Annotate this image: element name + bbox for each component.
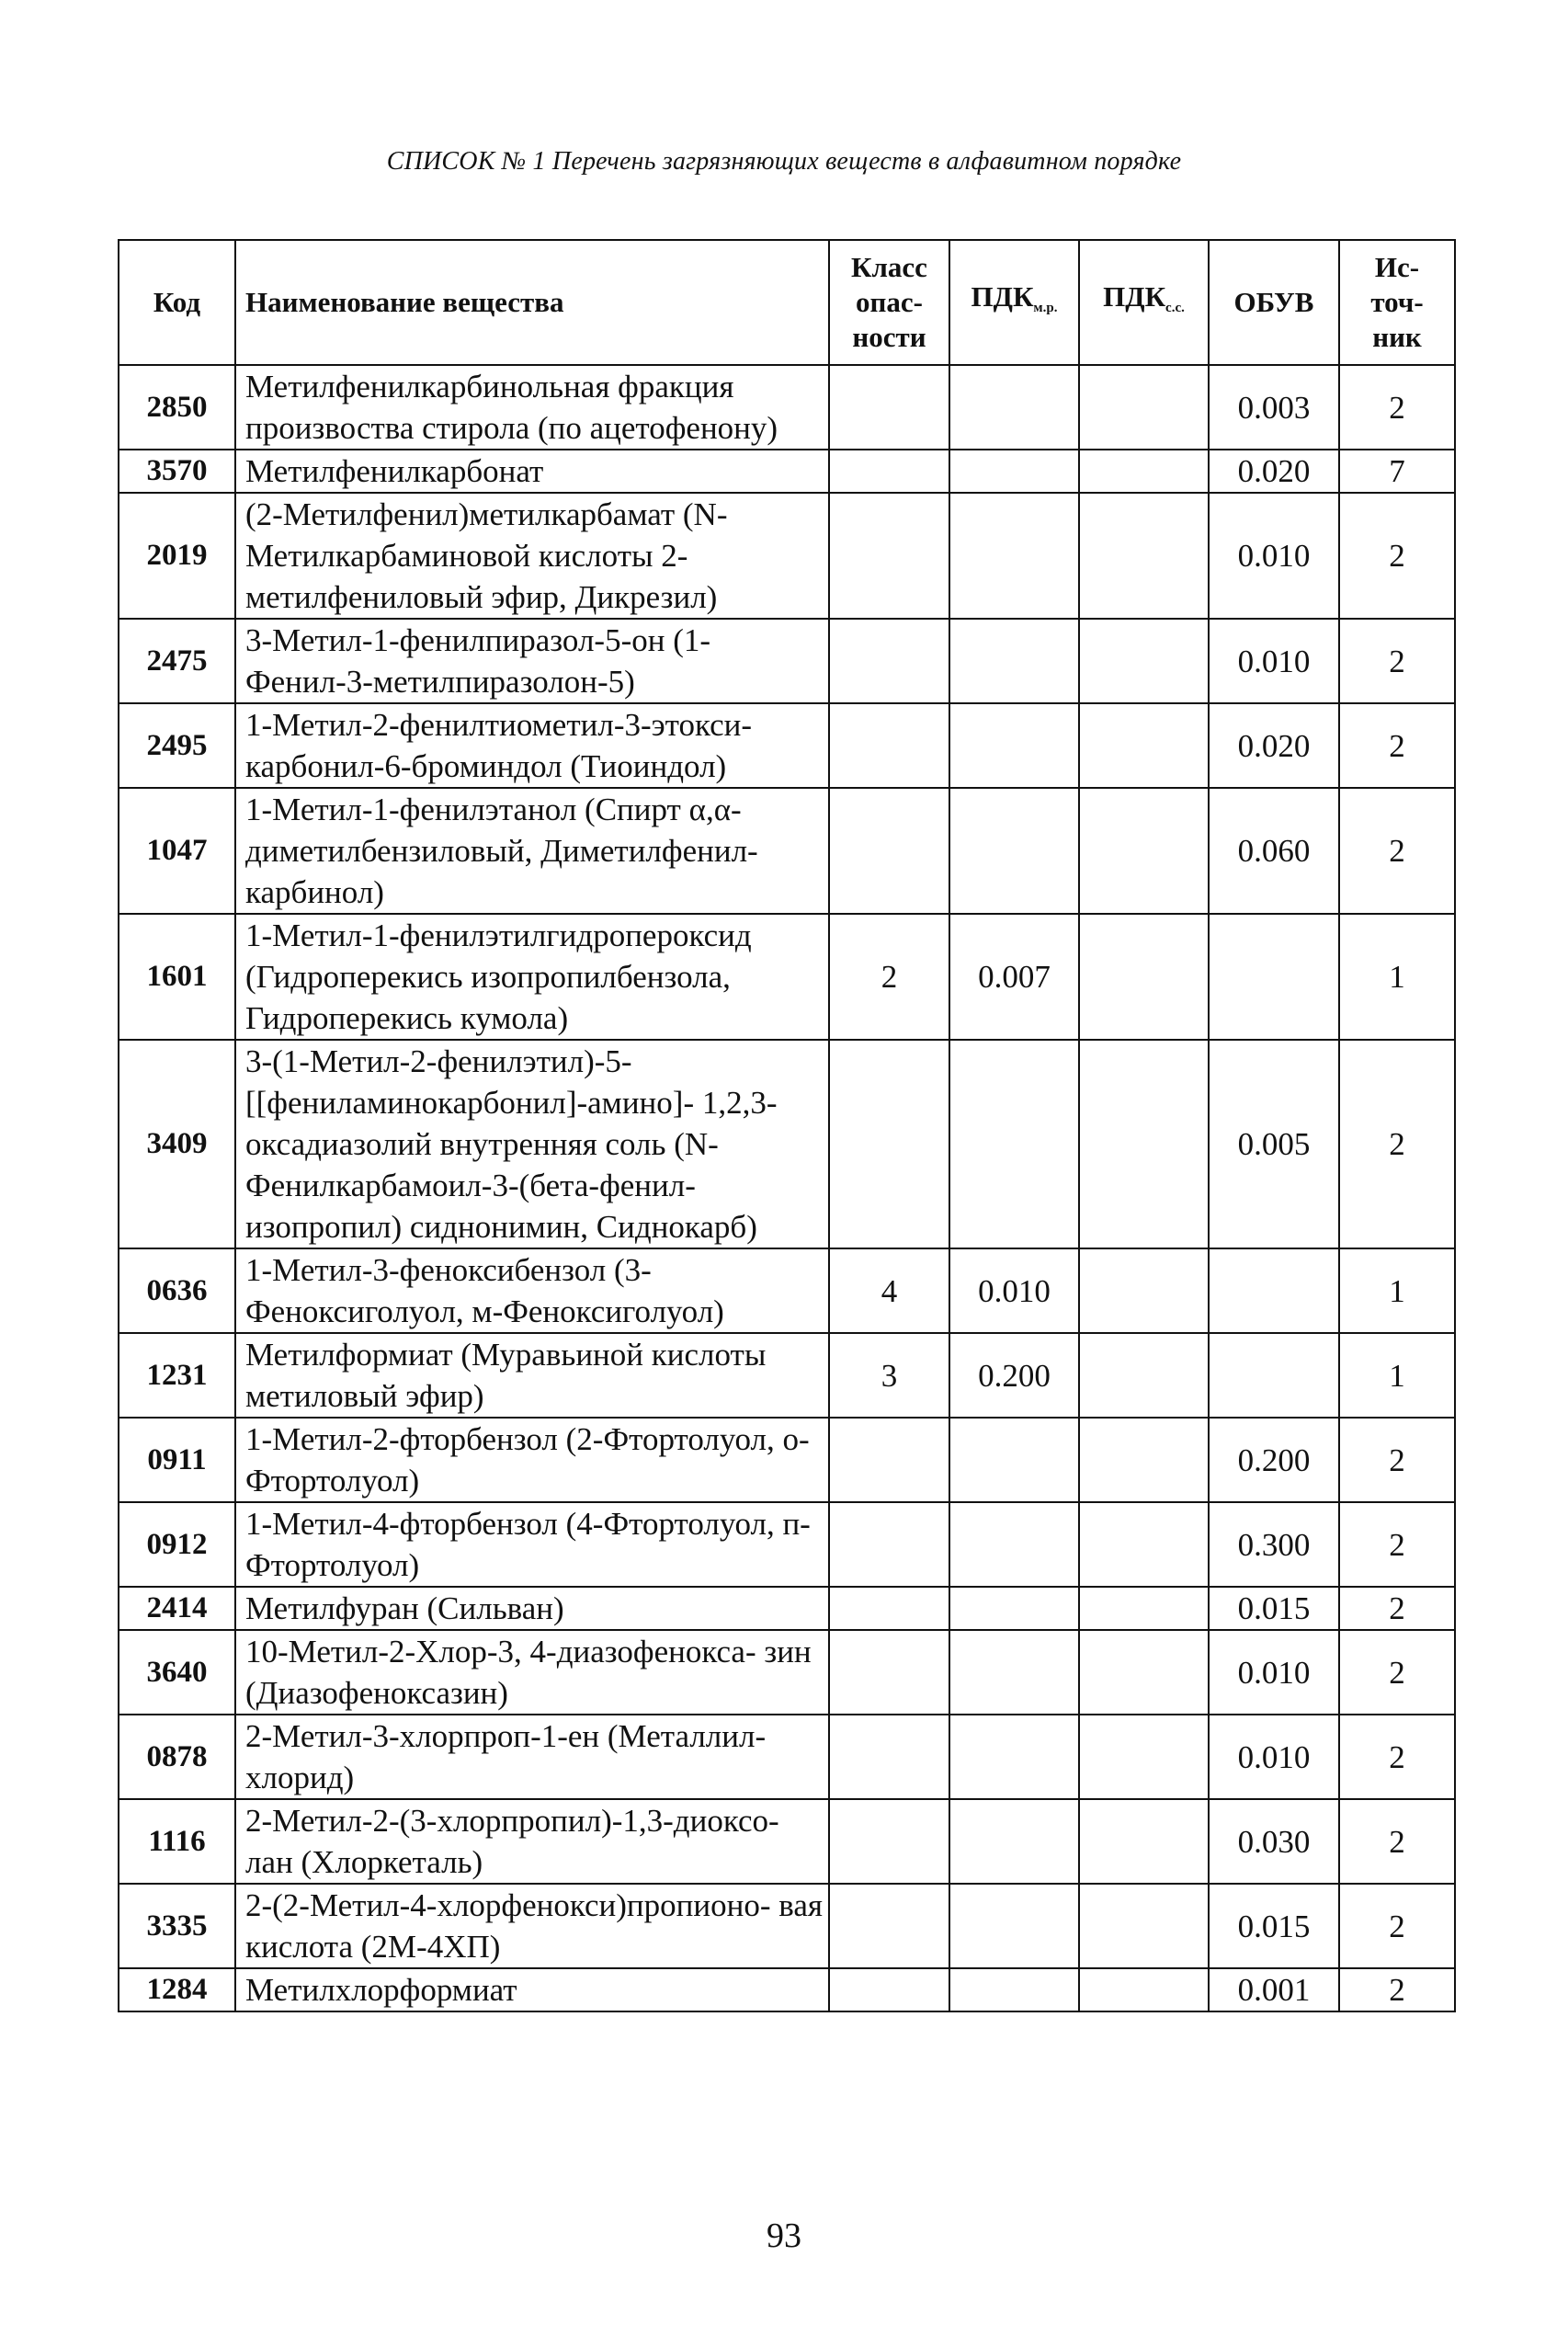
substances-table (118, 239, 1456, 2012)
cell-obuv: 0.010 (1209, 493, 1339, 619)
cell-code: 1284 (119, 1968, 235, 2011)
cell-code: 0878 (119, 1715, 235, 1799)
cell-source: 2 (1339, 788, 1455, 914)
table-row (119, 1884, 1455, 1968)
cell-pdk-ss (1079, 1248, 1209, 1333)
cell-obuv: 0.003 (1209, 365, 1339, 450)
cell-hazard-class (829, 365, 949, 450)
pdk-ss-subscript: с.с. (1165, 301, 1185, 315)
cell-substance-name: 3-(1-Метил-2-фенилэтил)-5- [[фениламинокарбонил]-амино]- 1,2,3-оксадиазолий внутренняя соль (N-Фенилкарбамоил-3-(бета-фенил- изопропил) сиднонимин, Сиднокарб) (235, 1040, 829, 1248)
cell-pdk-mr (949, 1630, 1079, 1715)
cell-hazard-class (829, 1799, 949, 1884)
cell-source: 2 (1339, 1968, 1455, 2011)
cell-source: 2 (1339, 493, 1455, 619)
cell-obuv: 0.001 (1209, 1968, 1339, 2011)
table-header-row (119, 240, 1455, 365)
cell-pdk-ss (1079, 703, 1209, 788)
table-row (119, 1630, 1455, 1715)
cell-source: 2 (1339, 703, 1455, 788)
table-row (119, 788, 1455, 914)
table-row (119, 1040, 1455, 1248)
cell-code: 0636 (119, 1248, 235, 1333)
cell-hazard-class (829, 788, 949, 914)
page-title: СПИСОК № 1 Перечень загрязняющих веществ в алфавитном порядке (386, 147, 1182, 176)
cell-pdk-ss (1079, 1502, 1209, 1587)
cell-substance-name: 1-Метил-1-фенилэтанол (Спирт α,α- диметилбензиловый, Диметилфенил- карбинол) (235, 788, 829, 914)
column-header-pdk-ss (1079, 240, 1209, 365)
cell-pdk-ss (1079, 1630, 1209, 1715)
cell-code: 2019 (119, 493, 235, 619)
cell-pdk-mr (949, 493, 1079, 619)
cell-source: 7 (1339, 450, 1455, 493)
cell-source: 1 (1339, 1333, 1455, 1418)
cell-hazard-class: 2 (829, 914, 949, 1040)
cell-pdk-ss (1079, 1968, 1209, 2011)
cell-obuv: 0.010 (1209, 1715, 1339, 1799)
cell-pdk-ss (1079, 914, 1209, 1040)
cell-source: 2 (1339, 619, 1455, 703)
cell-hazard-class (829, 1630, 949, 1715)
cell-hazard-class: 4 (829, 1248, 949, 1333)
cell-code: 0911 (119, 1418, 235, 1502)
cell-pdk-ss (1079, 365, 1209, 450)
pdk-ss-label: ПДК (1103, 280, 1166, 313)
cell-pdk-mr (949, 1968, 1079, 2011)
cell-code: 3409 (119, 1040, 235, 1248)
cell-obuv (1209, 1248, 1339, 1333)
cell-obuv: 0.030 (1209, 1799, 1339, 1884)
cell-obuv: 0.300 (1209, 1502, 1339, 1587)
cell-pdk-mr (949, 365, 1079, 450)
table-row (119, 1715, 1455, 1799)
cell-pdk-mr: 0.007 (949, 914, 1079, 1040)
column-header-code: Код (119, 240, 235, 365)
cell-substance-name: 2-Метил-2-(3-хлорпропил)-1,3-диоксо- лан (Хлоркеталь) (235, 1799, 829, 1884)
cell-substance-name: 1-Метил-2-фторбензол (2-Фтортолуол, о-Фтортолуол) (235, 1418, 829, 1502)
cell-pdk-mr (949, 1715, 1079, 1799)
cell-code: 2414 (119, 1587, 235, 1630)
cell-pdk-ss (1079, 1040, 1209, 1248)
cell-obuv: 0.010 (1209, 1630, 1339, 1715)
cell-substance-name: 1-Метил-1-фенилэтилгидропероксид (Гидроперекись изопропилбензола, Гидроперекись кумола) (235, 914, 829, 1040)
cell-code: 1116 (119, 1799, 235, 1884)
cell-obuv: 0.015 (1209, 1884, 1339, 1968)
cell-obuv: 0.200 (1209, 1418, 1339, 1502)
cell-substance-name: 2-(2-Метил-4-хлорфенокси)пропионо- вая кислота (2М-4ХП) (235, 1884, 829, 1968)
cell-source: 2 (1339, 1715, 1455, 1799)
cell-substance-name: Метилфенилкарбинольная фракция произвоства стирола (по ацетофенону) (235, 365, 829, 450)
pdk-mr-subscript: м.р. (1033, 301, 1058, 315)
cell-pdk-ss (1079, 1715, 1209, 1799)
cell-source: 1 (1339, 914, 1455, 1040)
cell-code: 3640 (119, 1630, 235, 1715)
cell-source: 2 (1339, 1418, 1455, 1502)
cell-pdk-ss (1079, 1884, 1209, 1968)
cell-hazard-class (829, 703, 949, 788)
cell-pdk-ss (1079, 1418, 1209, 1502)
cell-obuv (1209, 914, 1339, 1040)
cell-code: 2475 (119, 619, 235, 703)
cell-source: 2 (1339, 1630, 1455, 1715)
table-row (119, 493, 1455, 619)
cell-pdk-mr (949, 703, 1079, 788)
cell-pdk-mr (949, 619, 1079, 703)
cell-obuv: 0.015 (1209, 1587, 1339, 1630)
cell-substance-name: 10-Метил-2-Хлор-3, 4-диазофенокса- зин (Диазофеноксазин) (235, 1630, 829, 1715)
pdk-mr-label: ПДК (971, 280, 1034, 313)
cell-pdk-mr (949, 1884, 1079, 1968)
cell-substance-name: Метилфуран (Сильван) (235, 1587, 829, 1630)
cell-pdk-ss (1079, 1587, 1209, 1630)
cell-obuv (1209, 1333, 1339, 1418)
cell-pdk-mr (949, 1040, 1079, 1248)
cell-source: 2 (1339, 365, 1455, 450)
cell-pdk-ss (1079, 619, 1209, 703)
cell-code: 3335 (119, 1884, 235, 1968)
table-row (119, 619, 1455, 703)
cell-code: 0912 (119, 1502, 235, 1587)
cell-source: 2 (1339, 1799, 1455, 1884)
cell-source: 2 (1339, 1502, 1455, 1587)
cell-substance-name: Метилформиат (Муравьиной кислоты метиловый эфир) (235, 1333, 829, 1418)
table-row (119, 1968, 1455, 2011)
cell-code: 1047 (119, 788, 235, 914)
cell-hazard-class (829, 619, 949, 703)
cell-pdk-ss (1079, 450, 1209, 493)
cell-pdk-mr (949, 450, 1079, 493)
cell-source: 2 (1339, 1040, 1455, 1248)
cell-pdk-mr (949, 1587, 1079, 1630)
table-row (119, 703, 1455, 788)
cell-hazard-class (829, 1715, 949, 1799)
cell-source: 2 (1339, 1587, 1455, 1630)
cell-substance-name: 1-Метил-3-феноксибензол (3-Феноксиголуол, м-Феноксиголуол) (235, 1248, 829, 1333)
cell-hazard-class (829, 1968, 949, 2011)
cell-hazard-class (829, 1502, 949, 1587)
substances-table-wrapper (118, 239, 1454, 2012)
table-row (119, 450, 1455, 493)
cell-source: 1 (1339, 1248, 1455, 1333)
column-header-obuv: ОБУВ (1209, 240, 1339, 365)
cell-pdk-mr (949, 788, 1079, 914)
table-row (119, 365, 1455, 450)
cell-pdk-mr (949, 1799, 1079, 1884)
cell-obuv: 0.020 (1209, 703, 1339, 788)
table-row (119, 1333, 1455, 1418)
table-row (119, 914, 1455, 1040)
cell-pdk-ss (1079, 493, 1209, 619)
cell-substance-name: 1-Метил-2-фенилтиометил-3-этокси- карбонил-6-броминдол (Тиоиндол) (235, 703, 829, 788)
cell-hazard-class: 3 (829, 1333, 949, 1418)
cell-code: 1601 (119, 914, 235, 1040)
cell-substance-name: 3-Метил-1-фенилпиразол-5-он (1-Фенил-3-метилпиразолон-5) (235, 619, 829, 703)
cell-code: 2850 (119, 365, 235, 450)
table-row (119, 1587, 1455, 1630)
table-row (119, 1799, 1455, 1884)
cell-substance-name: 2-Метил-3-хлорпроп-1-ен (Металлил- хлорид) (235, 1715, 829, 1799)
cell-obuv: 0.010 (1209, 619, 1339, 703)
table-body (119, 365, 1455, 2011)
cell-pdk-mr (949, 1418, 1079, 1502)
cell-pdk-mr (949, 1502, 1079, 1587)
column-header-pdk-mr (949, 240, 1079, 365)
cell-source: 2 (1339, 1884, 1455, 1968)
cell-hazard-class (829, 1587, 949, 1630)
cell-code: 3570 (119, 450, 235, 493)
cell-pdk-ss (1079, 1333, 1209, 1418)
column-header-name: Наименование вещества (235, 240, 829, 365)
column-header-source: Ис- точ- ник (1339, 240, 1455, 365)
cell-hazard-class (829, 1418, 949, 1502)
cell-substance-name: Метилфенилкарбонат (235, 450, 829, 493)
table-row (119, 1248, 1455, 1333)
cell-substance-name: Метилхлорформиат (235, 1968, 829, 2011)
cell-substance-name: 1-Метил-4-фторбензол (4-Фтортолуол, п-Фтортолуол) (235, 1502, 829, 1587)
cell-hazard-class (829, 1884, 949, 1968)
cell-code: 1231 (119, 1333, 235, 1418)
cell-pdk-mr: 0.200 (949, 1333, 1079, 1418)
cell-pdk-mr: 0.010 (949, 1248, 1079, 1333)
cell-obuv: 0.005 (1209, 1040, 1339, 1248)
cell-pdk-ss (1079, 1799, 1209, 1884)
cell-hazard-class (829, 1040, 949, 1248)
table-row (119, 1418, 1455, 1502)
cell-hazard-class (829, 450, 949, 493)
table-row (119, 1502, 1455, 1587)
cell-obuv: 0.060 (1209, 788, 1339, 914)
column-header-hazard-class: Класс опас- ности (829, 240, 949, 365)
cell-pdk-ss (1079, 788, 1209, 914)
cell-substance-name: (2-Метилфенил)метилкарбамат (N-Метилкарбаминовой кислоты 2-метилфениловый эфир, Дикрезил) (235, 493, 829, 619)
cell-hazard-class (829, 493, 949, 619)
page-number: 93 (767, 2216, 801, 2255)
cell-obuv: 0.020 (1209, 450, 1339, 493)
cell-code: 2495 (119, 703, 235, 788)
